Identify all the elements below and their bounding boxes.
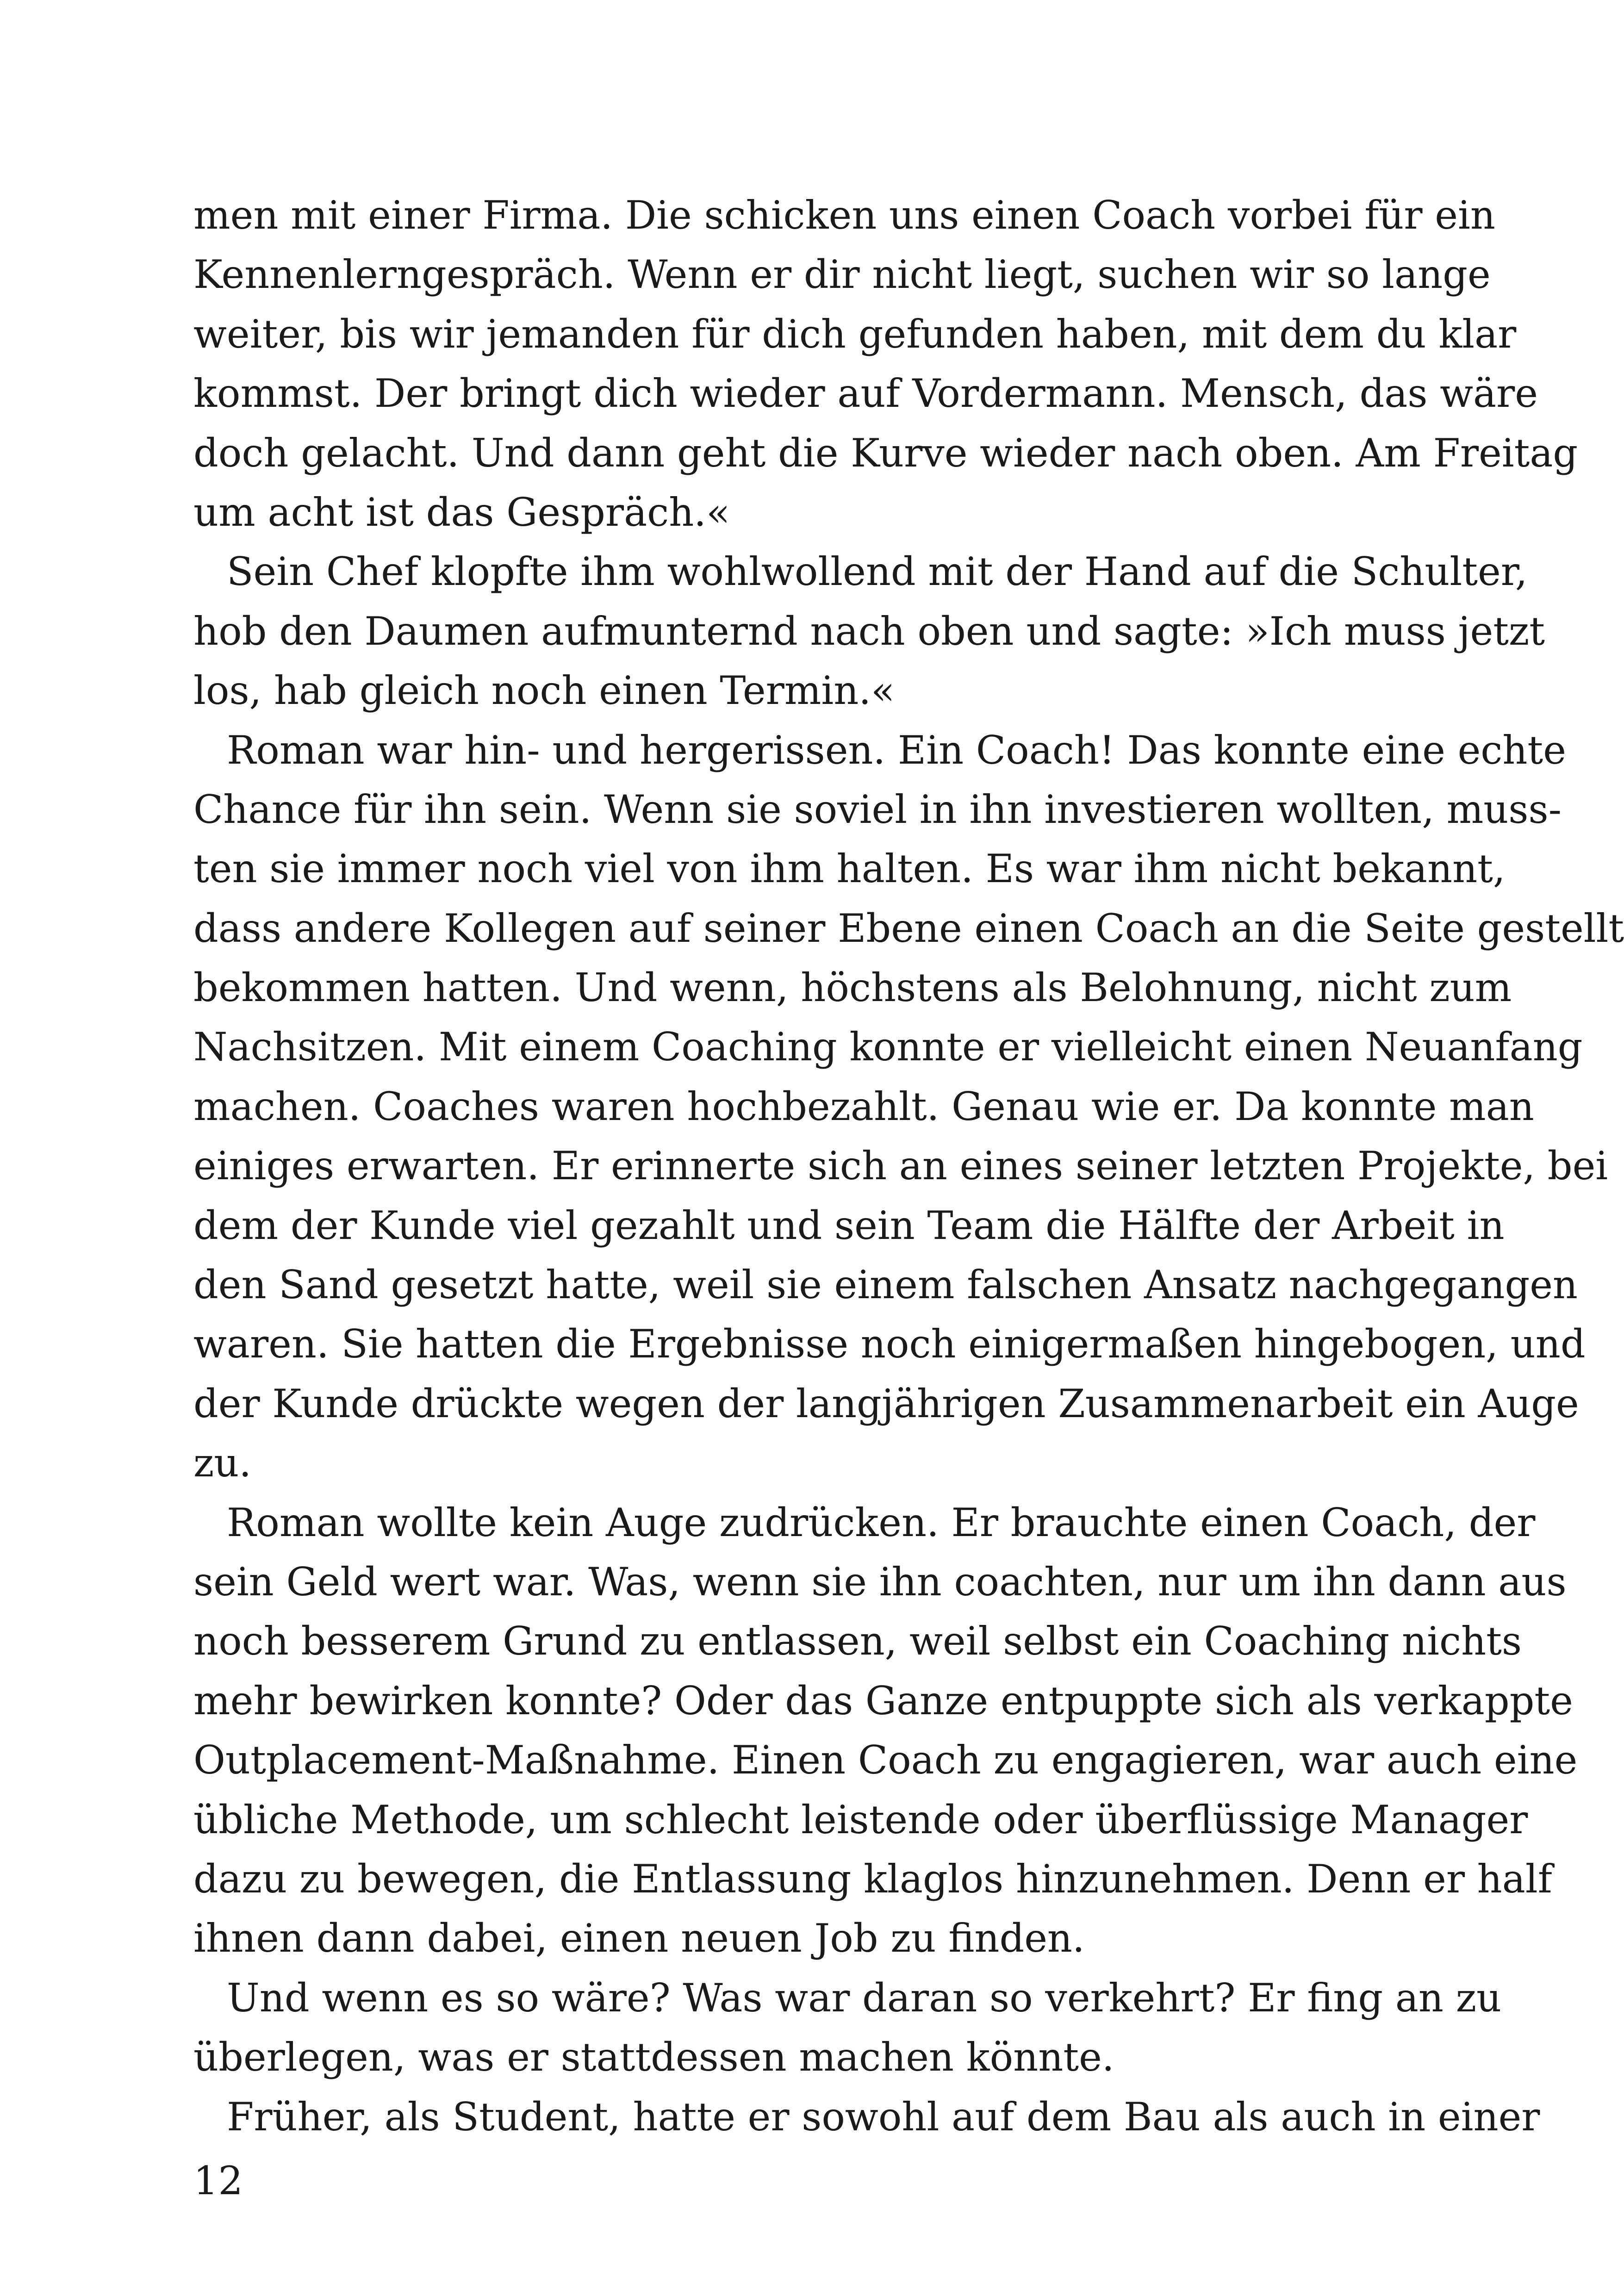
text-line: weiter, bis wir jemanden für dich gefunden haben, mit dem du klar [193,311,1517,357]
text-line: zu. [193,1440,252,1486]
text-line: den Sand gesetzt hatte, weil sie einem falschen Ansatz nachgegangen [193,1262,1578,1308]
text-line: kommst. Der bringt dich wieder auf Vordermann. Mensch, das wäre [193,371,1538,417]
text-line: dazu zu bewegen, die Entlassung klaglos hinzunehmen. Denn er half [193,1856,1552,1902]
text-line: sein Geld wert war. Was, wenn sie ihn coachten, nur um ihn dann aus [193,1559,1567,1605]
paragraph [193,1968,1502,2087]
paragraph [193,721,1624,1493]
text-line: men mit einer Firma. Die schicken uns einen Coach vorbei für ein [193,193,1495,238]
text-line: waren. Sie hatten die Ergebnisse noch einigermaßen hingebogen, und [193,1321,1586,1367]
paragraph [193,542,1545,720]
page-number: 12 [193,2158,243,2203]
text-line: Nachsitzen. Mit einem Coaching konnte er vielleicht einen Neuanfang [193,1024,1583,1070]
text-line: der Kunde drückte wegen der langjährigen Zusammenarbeit ein Auge [193,1381,1579,1426]
paragraph [193,186,1578,542]
text-line: einiges erwarten. Er erinnerte sich an eines seiner letzten Projekte, bei [193,1143,1608,1189]
text-line: Roman war hin- und hergerissen. Ein Coach! Das konnte eine echte [227,727,1566,773]
text-line: Kennenlerngespräch. Wenn er dir nicht liegt, suchen wir so lange [193,252,1491,298]
text-line: Sein Chef klopfte ihm wohlwollend mit der Hand auf die Schulter, [227,549,1528,595]
text-line: los, hab gleich noch einen Termin.« [193,668,895,714]
text-line: ten sie immer noch viel von ihm halten. Es war ihm nicht bekannt, [193,846,1506,892]
text-line: überlegen, was er stattdessen machen könnte. [193,2035,1114,2080]
text-line: bekommen hatten. Und wenn, höchstens als Belohnung, nicht zum [193,965,1512,1011]
text-line: um acht ist das Gespräch.« [193,489,730,535]
text-line: Outplacement-Maßnahme. Einen Coach zu engagieren, war auch eine [193,1737,1578,1783]
text-line: dem der Kunde viel gezahlt und sein Team die Hälfte der Arbeit in [193,1202,1505,1248]
text-line: dass andere Kollegen auf seiner Ebene einen Coach an die Seite gestellt [193,905,1624,951]
text-line: doch gelacht. Und dann geht die Kurve wieder nach oben. Am Freitag [193,430,1578,476]
text-line: Und wenn es so wäre? Was war daran so verkehrt? Er fing an zu [227,1975,1502,2021]
text-line: Früher, als Student, hatte er sowohl auf dem Bau als auch in einer [227,2094,1540,2140]
text-line: mehr bewirken konnte? Oder das Ganze entpuppte sich als verkappte [193,1678,1573,1724]
paragraph [193,1493,1578,1968]
text-line: noch besserem Grund zu entlassen, weil selbst ein Coaching nichts [193,1618,1522,1664]
body-text [193,186,1624,2147]
text-line: übliche Methode, um schlecht leistende oder überflüssige Manager [193,1797,1528,1842]
text-line: Chance für ihn sein. Wenn sie soviel in ihn investieren wollten, muss- [193,786,1562,832]
text-line: machen. Coaches waren hochbezahlt. Genau wie er. Da konnte man [193,1083,1534,1129]
text-line: Roman wollte kein Auge zudrücken. Er brauchte einen Coach, der [227,1500,1536,1545]
paragraph [193,2087,1540,2147]
text-line: hob den Daumen aufmunternd nach oben und sagte: »Ich muss jetzt [193,608,1545,654]
text-line: ihnen dann dabei, einen neuen Job zu finden. [193,1916,1085,1961]
